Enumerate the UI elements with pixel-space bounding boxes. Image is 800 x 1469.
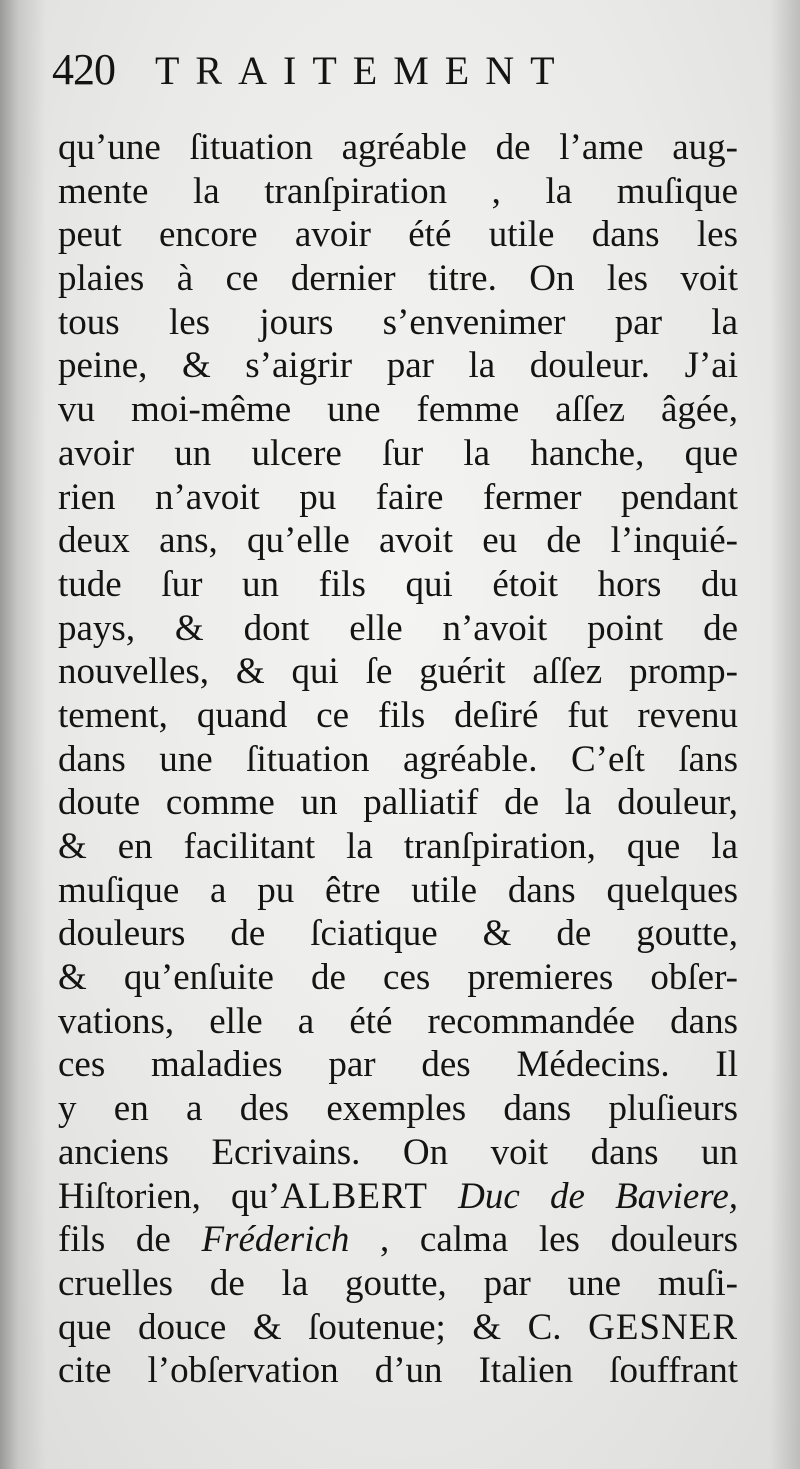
text-line (58, 738, 738, 782)
text-segment: qu’une ſituation agréable de l’ame aug- (58, 127, 738, 168)
text-line (58, 1262, 738, 1306)
text-line (58, 1131, 738, 1175)
text-line (58, 388, 738, 432)
text-line (58, 170, 738, 214)
text-line (58, 607, 738, 651)
page-header (52, 44, 752, 108)
text-line (58, 1043, 738, 1087)
text-segment: tement, quand ce fils deſiré fut revenu (58, 694, 738, 736)
text-line (58, 1349, 738, 1393)
text-segment: avoir un ulcere ſur la hanche, que (58, 432, 738, 474)
text-segment: tude ſur un fils qui étoit hors du (58, 563, 738, 605)
text-segment: deux ans, qu’elle avoit eu de l’inquié- (58, 520, 738, 562)
italic-text: Duc de Baviere, (458, 1175, 738, 1217)
text-line (58, 956, 738, 1000)
text-segment: que douce & ſoutenue; & C. (58, 1306, 589, 1348)
text-segment: peine, & s’aigrir par la douleur. J’ai (58, 345, 738, 387)
page-edge (770, 0, 800, 1469)
text-segment: tous les jours s’envenimer par la (58, 301, 738, 343)
small-caps-name: GESNER (588, 1306, 738, 1348)
text-segment: peut encore avoir été utile dans les (58, 214, 738, 256)
text-line (58, 301, 738, 345)
text-line (58, 1218, 738, 1262)
text-segment: vations, elle a été recommandée dans (58, 1000, 738, 1042)
text-line (58, 912, 738, 956)
text-segment: Hiſtorien, qu’ (58, 1175, 281, 1217)
text-line (58, 781, 738, 825)
text-segment: cruelles de la goutte, par une muſi- (58, 1262, 738, 1304)
text-line (58, 1306, 738, 1350)
body-text (58, 126, 738, 1393)
text-segment: rien n’avoit pu faire fermer pendant (58, 476, 738, 518)
binding-shadow (0, 0, 46, 1469)
text-segment: plaies à ce dernier titre. On les voit (58, 258, 738, 300)
text-segment: & qu’enſuite de ces premieres obſer- (58, 957, 738, 999)
text-line (58, 1175, 738, 1219)
text-segment: anciens Ecrivains. On voit dans un (58, 1131, 738, 1173)
text-line (58, 1000, 738, 1044)
text-segment: mente la tranſpiration , la muſique (58, 170, 738, 212)
text-segment: douleurs de ſciatique & de goutte, (58, 913, 738, 955)
page-number: 420 (52, 45, 115, 94)
text-line (58, 257, 738, 301)
text-line (58, 213, 738, 257)
text-line (58, 825, 738, 869)
text-line (58, 869, 738, 913)
text-segment: cite l’obſervation d’un Italien ſouffrant (58, 1350, 738, 1392)
text-segment: pays, & dont elle n’avoit point de (58, 607, 738, 649)
text-line (58, 432, 738, 476)
text-segment: vu moi-même une femme aſſez âgée, (58, 389, 738, 431)
text-line (58, 650, 738, 694)
text-line (58, 344, 738, 388)
text-line (58, 126, 738, 170)
text-segment (428, 1176, 458, 1217)
text-segment: & en facilitant la tranſpiration, que la (58, 826, 738, 867)
text-line (58, 694, 738, 738)
italic-text: Fréderich (201, 1219, 350, 1261)
running-title: TRAITEMENT (155, 48, 571, 93)
text-segment: fils de (58, 1219, 202, 1261)
text-line (58, 1087, 738, 1131)
text-segment: nouvelles, & qui ſe guérit aſſez promp- (58, 651, 738, 693)
text-line (58, 476, 738, 520)
text-segment: ces maladies par des Médecins. Il (58, 1044, 738, 1086)
text-segment: dans une ſituation agréable. C’eſt ſans (58, 738, 738, 780)
text-line (58, 563, 738, 607)
text-line (58, 519, 738, 563)
small-caps-name: ALBERT (280, 1175, 428, 1217)
text-segment: muſique a pu être utile dans quelques (58, 869, 738, 911)
text-segment: , calma les douleurs (349, 1219, 738, 1261)
text-segment: doute comme un palliatif de la douleur, (58, 782, 738, 824)
text-segment: y en a des exemples dans pluſieurs (58, 1088, 738, 1130)
